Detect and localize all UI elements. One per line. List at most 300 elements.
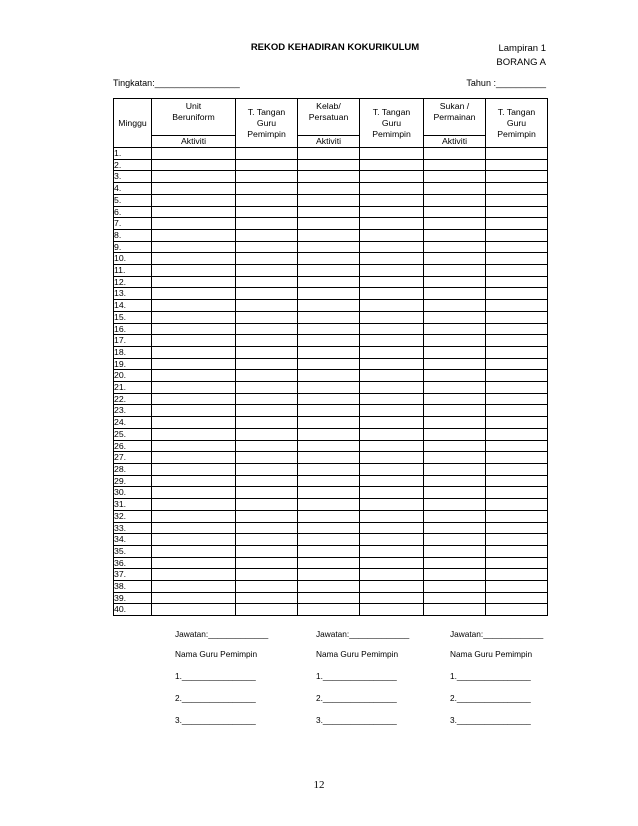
- empty-cell: [360, 194, 424, 206]
- empty-cell: [236, 510, 298, 522]
- signature-line: 1.________________: [450, 671, 531, 681]
- empty-cell: [486, 229, 548, 241]
- empty-cell: [486, 265, 548, 277]
- empty-cell: [360, 148, 424, 160]
- empty-cell: [360, 370, 424, 382]
- minggu-header: Minggu: [114, 99, 152, 148]
- table-row: [114, 393, 548, 405]
- empty-cell: [486, 522, 548, 534]
- empty-cell: [236, 475, 298, 487]
- signature-line: 2.________________: [175, 693, 256, 703]
- week-number: 20.: [114, 370, 152, 382]
- table-row: [114, 194, 548, 206]
- empty-cell: [298, 545, 360, 557]
- empty-cell: [486, 253, 548, 265]
- empty-cell: [298, 604, 360, 616]
- empty-cell: [152, 569, 236, 581]
- week-number: 38.: [114, 581, 152, 593]
- empty-cell: [424, 557, 486, 569]
- empty-cell: [152, 288, 236, 300]
- week-number: 12.: [114, 276, 152, 288]
- empty-cell: [236, 358, 298, 370]
- empty-cell: [424, 288, 486, 300]
- empty-cell: [486, 218, 548, 230]
- empty-cell: [152, 382, 236, 394]
- empty-cell: [152, 323, 236, 335]
- empty-cell: [152, 194, 236, 206]
- table-row: [114, 592, 548, 604]
- table-row: [114, 300, 548, 312]
- table-row: [114, 499, 548, 511]
- week-number: 8.: [114, 229, 152, 241]
- empty-cell: [152, 159, 236, 171]
- empty-cell: [486, 417, 548, 429]
- empty-cell: [298, 218, 360, 230]
- week-number: 33.: [114, 522, 152, 534]
- empty-cell: [424, 323, 486, 335]
- empty-cell: [152, 417, 236, 429]
- table-row: [114, 183, 548, 195]
- empty-cell: [424, 545, 486, 557]
- table-row: [114, 159, 548, 171]
- table-row: [114, 487, 548, 499]
- empty-cell: [424, 311, 486, 323]
- empty-cell: [298, 510, 360, 522]
- empty-cell: [236, 241, 298, 253]
- empty-cell: [236, 183, 298, 195]
- empty-cell: [152, 300, 236, 312]
- tahun-field: Tahun :__________: [466, 78, 546, 88]
- week-number: 3.: [114, 171, 152, 183]
- empty-cell: [298, 428, 360, 440]
- empty-cell: [424, 393, 486, 405]
- empty-cell: [424, 218, 486, 230]
- empty-cell: [236, 463, 298, 475]
- empty-cell: [360, 206, 424, 218]
- empty-cell: [360, 241, 424, 253]
- table-row: [114, 581, 548, 593]
- empty-cell: [486, 159, 548, 171]
- empty-cell: [298, 148, 360, 160]
- table-row: [114, 148, 548, 160]
- week-number: 34.: [114, 534, 152, 546]
- empty-cell: [236, 288, 298, 300]
- empty-cell: [360, 487, 424, 499]
- empty-cell: [360, 300, 424, 312]
- col-header-kelab-persatuan: Kelab/ Persatuan: [298, 99, 360, 136]
- empty-cell: [424, 346, 486, 358]
- empty-cell: [236, 311, 298, 323]
- empty-cell: [360, 335, 424, 347]
- empty-cell: [152, 499, 236, 511]
- week-number: 37.: [114, 569, 152, 581]
- empty-cell: [360, 417, 424, 429]
- empty-cell: [424, 581, 486, 593]
- empty-cell: [486, 452, 548, 464]
- empty-cell: [360, 604, 424, 616]
- empty-cell: [486, 241, 548, 253]
- empty-cell: [486, 358, 548, 370]
- table-row: [114, 311, 548, 323]
- empty-cell: [236, 405, 298, 417]
- empty-cell: [424, 382, 486, 394]
- week-number: 7.: [114, 218, 152, 230]
- empty-cell: [486, 183, 548, 195]
- empty-cell: [424, 370, 486, 382]
- col-header-sukan-permainan: Sukan / Permainan: [424, 99, 486, 136]
- empty-cell: [152, 487, 236, 499]
- empty-cell: [360, 569, 424, 581]
- empty-cell: [360, 253, 424, 265]
- empty-cell: [236, 265, 298, 277]
- table-row: [114, 440, 548, 452]
- empty-cell: [486, 335, 548, 347]
- empty-cell: [152, 335, 236, 347]
- empty-cell: [360, 171, 424, 183]
- empty-cell: [486, 581, 548, 593]
- empty-cell: [152, 393, 236, 405]
- table-row: [114, 417, 548, 429]
- empty-cell: [236, 276, 298, 288]
- table-row: [114, 346, 548, 358]
- empty-cell: [424, 440, 486, 452]
- week-number: 14.: [114, 300, 152, 312]
- empty-cell: [298, 592, 360, 604]
- empty-cell: [298, 183, 360, 195]
- empty-cell: [360, 475, 424, 487]
- week-number: 13.: [114, 288, 152, 300]
- empty-cell: [298, 405, 360, 417]
- empty-cell: [486, 370, 548, 382]
- empty-cell: [424, 592, 486, 604]
- nama-guru-label: Nama Guru Pemimpin: [316, 649, 399, 659]
- empty-cell: [360, 265, 424, 277]
- week-number: 23.: [114, 405, 152, 417]
- table-row: [114, 335, 548, 347]
- empty-cell: [236, 428, 298, 440]
- table-row: [114, 522, 548, 534]
- empty-cell: [152, 545, 236, 557]
- signature-line: 3.________________: [450, 715, 531, 725]
- empty-cell: [360, 218, 424, 230]
- empty-cell: [152, 358, 236, 370]
- table-row: [114, 206, 548, 218]
- week-number: 19.: [114, 358, 152, 370]
- jawatan-field: Jawatan:_____________: [175, 629, 269, 639]
- empty-cell: [298, 463, 360, 475]
- empty-cell: [486, 569, 548, 581]
- empty-cell: [298, 194, 360, 206]
- empty-cell: [424, 452, 486, 464]
- empty-cell: [236, 452, 298, 464]
- empty-cell: [486, 276, 548, 288]
- empty-cell: [360, 428, 424, 440]
- week-number: 21.: [114, 382, 152, 394]
- empty-cell: [236, 557, 298, 569]
- empty-cell: [486, 311, 548, 323]
- empty-cell: [486, 440, 548, 452]
- empty-cell: [298, 253, 360, 265]
- empty-cell: [236, 569, 298, 581]
- empty-cell: [236, 159, 298, 171]
- col-header-ttangan-2: T. Tangan Guru Pemimpin: [360, 99, 424, 148]
- table-row: [114, 405, 548, 417]
- empty-cell: [236, 323, 298, 335]
- empty-cell: [360, 545, 424, 557]
- empty-cell: [298, 206, 360, 218]
- empty-cell: [152, 218, 236, 230]
- empty-cell: [360, 522, 424, 534]
- empty-cell: [360, 323, 424, 335]
- table-row: [114, 171, 548, 183]
- empty-cell: [360, 276, 424, 288]
- empty-cell: [152, 311, 236, 323]
- empty-cell: [486, 405, 548, 417]
- empty-cell: [236, 335, 298, 347]
- empty-cell: [360, 581, 424, 593]
- week-number: 11.: [114, 265, 152, 277]
- empty-cell: [152, 452, 236, 464]
- empty-cell: [424, 276, 486, 288]
- week-number: 27.: [114, 452, 152, 464]
- empty-cell: [236, 253, 298, 265]
- week-number: 28.: [114, 463, 152, 475]
- empty-cell: [424, 534, 486, 546]
- empty-cell: [298, 534, 360, 546]
- week-number: 18.: [114, 346, 152, 358]
- week-number: 32.: [114, 510, 152, 522]
- empty-cell: [360, 452, 424, 464]
- empty-cell: [360, 463, 424, 475]
- empty-cell: [424, 171, 486, 183]
- empty-cell: [424, 229, 486, 241]
- empty-cell: [360, 557, 424, 569]
- aktiviti-label: Aktiviti: [298, 136, 360, 148]
- table-row: [114, 218, 548, 230]
- empty-cell: [424, 148, 486, 160]
- empty-cell: [424, 569, 486, 581]
- empty-cell: [152, 171, 236, 183]
- empty-cell: [424, 604, 486, 616]
- nama-guru-label: Nama Guru Pemimpin: [450, 649, 533, 659]
- empty-cell: [360, 382, 424, 394]
- empty-cell: [360, 499, 424, 511]
- empty-cell: [236, 346, 298, 358]
- empty-cell: [152, 475, 236, 487]
- empty-cell: [298, 382, 360, 394]
- week-number: 1.: [114, 148, 152, 160]
- empty-cell: [236, 229, 298, 241]
- week-number: 5.: [114, 194, 152, 206]
- week-number: 15.: [114, 311, 152, 323]
- empty-cell: [236, 522, 298, 534]
- empty-cell: [152, 229, 236, 241]
- week-number: 16.: [114, 323, 152, 335]
- empty-cell: [152, 604, 236, 616]
- empty-cell: [152, 592, 236, 604]
- empty-cell: [298, 358, 360, 370]
- jawatan-field: Jawatan:_____________: [450, 629, 544, 639]
- week-number: 22.: [114, 393, 152, 405]
- empty-cell: [360, 346, 424, 358]
- table-row: [114, 358, 548, 370]
- table-row: [114, 265, 548, 277]
- empty-cell: [298, 276, 360, 288]
- empty-cell: [486, 300, 548, 312]
- empty-cell: [152, 241, 236, 253]
- empty-cell: [236, 499, 298, 511]
- lampiran-label: Lampiran 1: [498, 43, 546, 54]
- empty-cell: [486, 510, 548, 522]
- empty-cell: [424, 428, 486, 440]
- col-header-unit-beruniform: Unit Beruniform: [152, 99, 236, 136]
- empty-cell: [360, 440, 424, 452]
- table-row: [114, 382, 548, 394]
- empty-cell: [360, 405, 424, 417]
- empty-cell: [298, 475, 360, 487]
- empty-cell: [424, 159, 486, 171]
- empty-cell: [360, 229, 424, 241]
- empty-cell: [236, 545, 298, 557]
- empty-cell: [298, 159, 360, 171]
- empty-cell: [486, 545, 548, 557]
- table-row: [114, 253, 548, 265]
- empty-cell: [236, 370, 298, 382]
- empty-cell: [424, 300, 486, 312]
- empty-cell: [424, 335, 486, 347]
- signature-block-3: [450, 629, 543, 726]
- empty-cell: [424, 358, 486, 370]
- table-row: [114, 323, 548, 335]
- empty-cell: [298, 417, 360, 429]
- empty-cell: [424, 522, 486, 534]
- table-row: [114, 545, 548, 557]
- empty-cell: [424, 194, 486, 206]
- empty-cell: [236, 581, 298, 593]
- empty-cell: [298, 557, 360, 569]
- signature-line: 2.________________: [450, 693, 531, 703]
- empty-cell: [486, 428, 548, 440]
- week-number: 26.: [114, 440, 152, 452]
- empty-cell: [360, 592, 424, 604]
- signature-line: 3.________________: [175, 715, 256, 725]
- table-row: [114, 428, 548, 440]
- empty-cell: [424, 405, 486, 417]
- empty-cell: [486, 194, 548, 206]
- week-number: 36.: [114, 557, 152, 569]
- nama-guru-label: Nama Guru Pemimpin: [175, 649, 258, 659]
- table-row: [114, 452, 548, 464]
- empty-cell: [152, 183, 236, 195]
- empty-cell: [236, 417, 298, 429]
- table-row: [114, 463, 548, 475]
- aktiviti-label: Aktiviti: [424, 136, 486, 148]
- empty-cell: [236, 194, 298, 206]
- col-header-ttangan-3: T. Tangan Guru Pemimpin: [486, 99, 548, 148]
- empty-cell: [424, 499, 486, 511]
- empty-cell: [298, 311, 360, 323]
- table-row: [114, 534, 548, 546]
- empty-cell: [360, 534, 424, 546]
- attendance-table: [113, 98, 548, 616]
- table-row: [114, 557, 548, 569]
- aktiviti-label: Aktiviti: [152, 136, 236, 148]
- empty-cell: [424, 241, 486, 253]
- form-title: REKOD KEHADIRAN KOKURIKULUM: [250, 42, 420, 53]
- empty-cell: [152, 534, 236, 546]
- empty-cell: [298, 581, 360, 593]
- empty-cell: [486, 148, 548, 160]
- empty-cell: [236, 218, 298, 230]
- signature-block-1: [175, 629, 268, 726]
- empty-cell: [486, 592, 548, 604]
- empty-cell: [486, 323, 548, 335]
- table-row: [114, 241, 548, 253]
- table-row: [114, 229, 548, 241]
- empty-cell: [152, 463, 236, 475]
- empty-cell: [152, 440, 236, 452]
- appendix-label: [460, 42, 546, 70]
- empty-cell: [424, 475, 486, 487]
- empty-cell: [360, 510, 424, 522]
- empty-cell: [486, 393, 548, 405]
- empty-cell: [298, 370, 360, 382]
- empty-cell: [486, 206, 548, 218]
- signature-line: 3.________________: [316, 715, 397, 725]
- empty-cell: [298, 335, 360, 347]
- empty-cell: [152, 148, 236, 160]
- empty-cell: [486, 534, 548, 546]
- empty-cell: [360, 358, 424, 370]
- empty-cell: [298, 452, 360, 464]
- table-row: [114, 569, 548, 581]
- table-row: [114, 288, 548, 300]
- empty-cell: [152, 253, 236, 265]
- empty-cell: [152, 510, 236, 522]
- empty-cell: [152, 206, 236, 218]
- empty-cell: [486, 557, 548, 569]
- empty-cell: [152, 265, 236, 277]
- empty-cell: [360, 393, 424, 405]
- empty-cell: [424, 206, 486, 218]
- week-number: 39.: [114, 592, 152, 604]
- empty-cell: [298, 171, 360, 183]
- empty-cell: [360, 183, 424, 195]
- week-number: 30.: [114, 487, 152, 499]
- empty-cell: [298, 346, 360, 358]
- week-number: 10.: [114, 253, 152, 265]
- table-row: [114, 604, 548, 616]
- empty-cell: [486, 382, 548, 394]
- empty-cell: [298, 487, 360, 499]
- table-row: [114, 370, 548, 382]
- empty-cell: [298, 522, 360, 534]
- empty-cell: [360, 288, 424, 300]
- empty-cell: [152, 522, 236, 534]
- empty-cell: [152, 428, 236, 440]
- empty-cell: [486, 463, 548, 475]
- empty-cell: [424, 183, 486, 195]
- week-number: 24.: [114, 417, 152, 429]
- week-number: 9.: [114, 241, 152, 253]
- tingkatan-field: Tingkatan:_________________: [113, 78, 240, 88]
- empty-cell: [486, 171, 548, 183]
- empty-cell: [152, 405, 236, 417]
- empty-cell: [152, 346, 236, 358]
- signature-line: 1.________________: [316, 671, 397, 681]
- week-number: 2.: [114, 159, 152, 171]
- jawatan-field: Jawatan:_____________: [316, 629, 410, 639]
